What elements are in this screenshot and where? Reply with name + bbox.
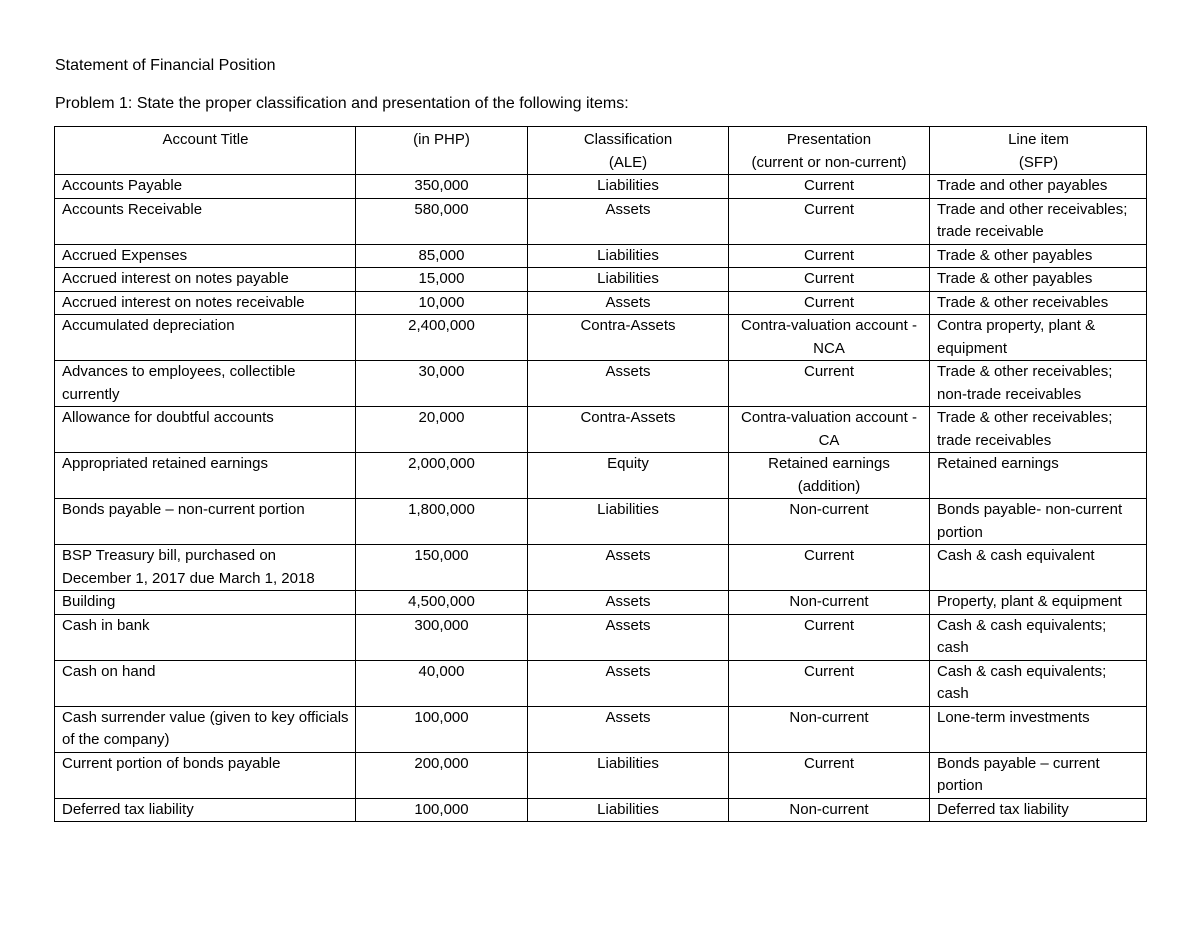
- cell-account-title: BSP Treasury bill, purchased on December 1, 2017 due March 1, 2018: [55, 545, 356, 591]
- cell-line-item: Trade & other receivables: [930, 291, 1147, 315]
- cell-presentation: Current: [729, 175, 930, 199]
- cell-account-title: Accrued interest on notes receivable: [55, 291, 356, 315]
- table-row: [55, 407, 1147, 453]
- cell-line-item: Trade & other receivables; non-trade receivables: [930, 361, 1147, 407]
- header-account-title-text: Account Title: [162, 131, 249, 148]
- header-amount-text: (in PHP): [413, 131, 470, 148]
- cell-classification: Equity: [528, 453, 729, 499]
- header-presentation-line2: (current or non-current): [751, 153, 907, 171]
- cell-account-title: Accounts Receivable: [55, 198, 356, 244]
- cell-amount: 300,000: [356, 614, 528, 660]
- cell-account-title: Accounts Payable: [55, 175, 356, 199]
- cell-presentation: Retained earnings (addition): [729, 453, 930, 499]
- cell-presentation: Contra-valuation account - CA: [729, 407, 930, 453]
- table-row: [55, 315, 1147, 361]
- table-row: [55, 244, 1147, 268]
- cell-line-item: Contra property, plant & equipment: [930, 315, 1147, 361]
- cell-amount: 4,500,000: [356, 591, 528, 615]
- cell-line-item: Property, plant & equipment: [930, 591, 1147, 615]
- cell-classification: Assets: [528, 614, 729, 660]
- table-row: [55, 175, 1147, 199]
- cell-presentation: Non-current: [729, 798, 930, 822]
- header-presentation: [729, 127, 930, 175]
- table-row: [55, 706, 1147, 752]
- header-classification: [528, 127, 729, 175]
- cell-amount: 350,000: [356, 175, 528, 199]
- cell-amount: 580,000: [356, 198, 528, 244]
- cell-classification: Liabilities: [528, 798, 729, 822]
- cell-classification: Liabilities: [528, 244, 729, 268]
- table-row: [55, 614, 1147, 660]
- table-row: [55, 798, 1147, 822]
- cell-classification: Assets: [528, 291, 729, 315]
- header-amount: [356, 127, 528, 175]
- cell-presentation: Current: [729, 752, 930, 798]
- cell-account-title: Deferred tax liability: [55, 798, 356, 822]
- cell-line-item: Deferred tax liability: [930, 798, 1147, 822]
- cell-amount: 20,000: [356, 407, 528, 453]
- table-row: [55, 752, 1147, 798]
- cell-presentation: Current: [729, 614, 930, 660]
- cell-amount: 100,000: [356, 798, 528, 822]
- cell-account-title: Building: [55, 591, 356, 615]
- header-line-item-line1: Line item: [1008, 131, 1069, 148]
- cell-classification: Assets: [528, 361, 729, 407]
- cell-amount: 150,000: [356, 545, 528, 591]
- cell-classification: Assets: [528, 198, 729, 244]
- cell-amount: 200,000: [356, 752, 528, 798]
- cell-line-item: Trade and other payables: [930, 175, 1147, 199]
- cell-amount: 10,000: [356, 291, 528, 315]
- table-row: [55, 545, 1147, 591]
- table-row: [55, 660, 1147, 706]
- cell-account-title: Cash on hand: [55, 660, 356, 706]
- cell-amount: 85,000: [356, 244, 528, 268]
- cell-account-title: Cash surrender value (given to key officials of the company): [55, 706, 356, 752]
- cell-presentation: Contra-valuation account - NCA: [729, 315, 930, 361]
- table-row: [55, 499, 1147, 545]
- cell-line-item: Cash & cash equivalents; cash: [930, 660, 1147, 706]
- cell-account-title: Accumulated depreciation: [55, 315, 356, 361]
- table-row: [55, 591, 1147, 615]
- classification-table: [54, 126, 1147, 822]
- cell-classification: Contra-Assets: [528, 407, 729, 453]
- cell-presentation: Non-current: [729, 706, 930, 752]
- cell-presentation: Current: [729, 545, 930, 591]
- cell-amount: 15,000: [356, 268, 528, 292]
- cell-amount: 1,800,000: [356, 499, 528, 545]
- cell-line-item: Bonds payable – current portion: [930, 752, 1147, 798]
- cell-line-item: Lone-term investments: [930, 706, 1147, 752]
- header-account-title: [55, 127, 356, 175]
- cell-amount: 2,400,000: [356, 315, 528, 361]
- cell-classification: Assets: [528, 706, 729, 752]
- cell-account-title: Cash in bank: [55, 614, 356, 660]
- cell-presentation: Non-current: [729, 591, 930, 615]
- cell-amount: 40,000: [356, 660, 528, 706]
- cell-presentation: Non-current: [729, 499, 930, 545]
- cell-line-item: Cash & cash equivalent: [930, 545, 1147, 591]
- table-row: [55, 453, 1147, 499]
- cell-presentation: Current: [729, 361, 930, 407]
- cell-classification: Liabilities: [528, 175, 729, 199]
- cell-line-item: Trade & other payables: [930, 244, 1147, 268]
- cell-classification: Liabilities: [528, 268, 729, 292]
- header-line-item-line2: (SFP): [1018, 153, 1059, 171]
- header-classification-line1: Classification: [583, 131, 673, 148]
- header-presentation-line1: Presentation: [786, 131, 872, 148]
- cell-line-item: Retained earnings: [930, 453, 1147, 499]
- cell-account-title: Allowance for doubtful accounts: [55, 407, 356, 453]
- table-row: [55, 291, 1147, 315]
- table-row: [55, 198, 1147, 244]
- cell-presentation: Current: [729, 291, 930, 315]
- cell-line-item: Bonds payable- non-current portion: [930, 499, 1147, 545]
- cell-account-title: Appropriated retained earnings: [55, 453, 356, 499]
- cell-presentation: Current: [729, 244, 930, 268]
- cell-classification: Assets: [528, 591, 729, 615]
- cell-classification: Liabilities: [528, 499, 729, 545]
- cell-line-item: Trade & other receivables; trade receivables: [930, 407, 1147, 453]
- cell-presentation: Current: [729, 268, 930, 292]
- cell-line-item: Trade & other payables: [930, 268, 1147, 292]
- cell-amount: 2,000,000: [356, 453, 528, 499]
- table-header-row: [55, 127, 1147, 175]
- table-row: [55, 268, 1147, 292]
- cell-amount: 30,000: [356, 361, 528, 407]
- cell-line-item: Cash & cash equivalents; cash: [930, 614, 1147, 660]
- cell-classification: Assets: [528, 545, 729, 591]
- table-row: [55, 361, 1147, 407]
- problem-statement: Problem 1: State the proper classification and presentation of the following items:: [55, 95, 629, 112]
- header-classification-line2: (ALE): [608, 153, 648, 171]
- cell-account-title: Accrued interest on notes payable: [55, 268, 356, 292]
- cell-line-item: Trade and other receivables; trade receivable: [930, 198, 1147, 244]
- cell-account-title: Accrued Expenses: [55, 244, 356, 268]
- cell-presentation: Current: [729, 660, 930, 706]
- cell-account-title: Current portion of bonds payable: [55, 752, 356, 798]
- cell-amount: 100,000: [356, 706, 528, 752]
- cell-classification: Contra-Assets: [528, 315, 729, 361]
- document-title: Statement of Financial Position: [55, 57, 276, 74]
- header-line-item: [930, 127, 1147, 175]
- cell-presentation: Current: [729, 198, 930, 244]
- cell-classification: Liabilities: [528, 752, 729, 798]
- cell-account-title: Advances to employees, collectible currently: [55, 361, 356, 407]
- cell-account-title: Bonds payable – non-current portion: [55, 499, 356, 545]
- cell-classification: Assets: [528, 660, 729, 706]
